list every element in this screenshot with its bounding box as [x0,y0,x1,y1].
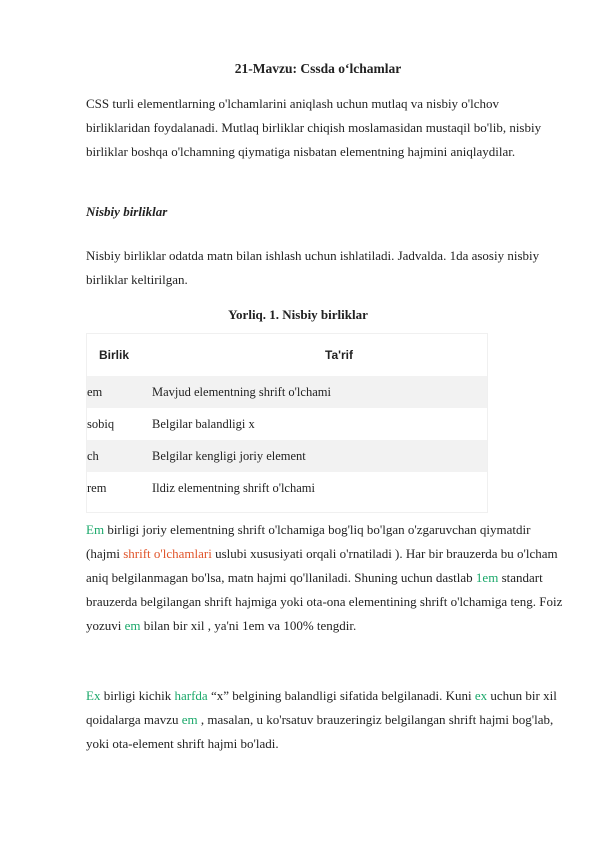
text-segment: , masalan, u ko'rsatuv brauzeringiz belgilangan shrift hajmi bog'lab, yoki ota-element shrift hajmi bo'ladi. [86,712,554,751]
cell-unit: sobiq [87,416,115,431]
ex-paragraph [86,684,566,756]
term-em: Em [86,522,105,537]
text-segment: uchun bir xil qoidalarga mavzu [86,688,557,727]
term-em: em [181,712,198,727]
units-table [86,333,488,513]
section-heading: Nisbiy birliklar [86,204,168,219]
term-ex: Ex [86,688,101,703]
header-definition: Ta'rif [325,348,353,362]
cell-definition: Mavjud elementning shrift o'lchami [152,376,487,408]
text-segment: birligi kichik [100,688,175,703]
term-ex: ex [474,688,488,703]
table-row [87,408,487,440]
cell-definition: Belgilar balandligi x [152,416,255,431]
table-header-row [87,334,487,376]
cell-unit: rem [87,480,107,495]
intro-paragraph: CSS turli elementlarning o'lchamlarini aniqlash uchun mutlaq va nisbiy o'lchov birliklaridan foydalanadi. Mutlaq birliklar chiqish moslamasidan mustaqil bo'lib, nisbiy birliklar boshqa o'lchamning qiymatiga nisbatan elementning hajmini aniqlaydilar. [86,96,542,159]
term-1em: 1em [475,570,499,585]
header-unit: Birlik [99,348,130,362]
text-segment: bilan bir xil , ya'ni 1em va 100% tengdir. [140,618,357,633]
cell-unit: em [87,376,152,408]
section-paragraph: Nisbiy birliklar odatda matn bilan ishlash uchun ishlatiladi. Jadvalda. 1da asosiy nisbiy birliklar keltirilgan. [86,248,540,287]
cell-definition: Ildiz elementning shrift o'lchami [152,480,315,495]
term-harfda: harfda [174,688,208,703]
table-row [87,440,487,472]
term-font-size: shrift o'lchamlari [123,546,212,561]
em-paragraph [86,518,566,638]
table-row [87,376,487,408]
cell-definition: Belgilar kengligi joriy element [152,440,487,472]
table-row [87,472,487,504]
table-caption: Yorliq. 1. Nisbiy birliklar [228,307,368,322]
page-title: 21-Mavzu: Cssda o‘lchamlar [234,61,402,76]
cell-unit: ch [87,440,152,472]
text-segment: “x” belgining balandligi sifatida belgilanadi. Kuni [207,688,475,703]
term-em: em [124,618,141,633]
text-segment: standart brauzerda belgilangan shrift hajmiga yoki ota-ona elementining shrift o'lchamiga teng. Foiz yozuvi [86,570,563,633]
text-segment: birligi joriy elementning shrift o'lchamiga bog'liq bo'lgan o'zgaruvchan qiymatdir (hajmi [86,522,531,561]
text-segment: uslubi xususiyati orqali o'rnatiladi ). Har bir brauzerda bu o'lcham aniq belgilanmagan bo'lsa, matn hajmi qo'llaniladi. Shuning uchun dastlab [86,546,558,585]
